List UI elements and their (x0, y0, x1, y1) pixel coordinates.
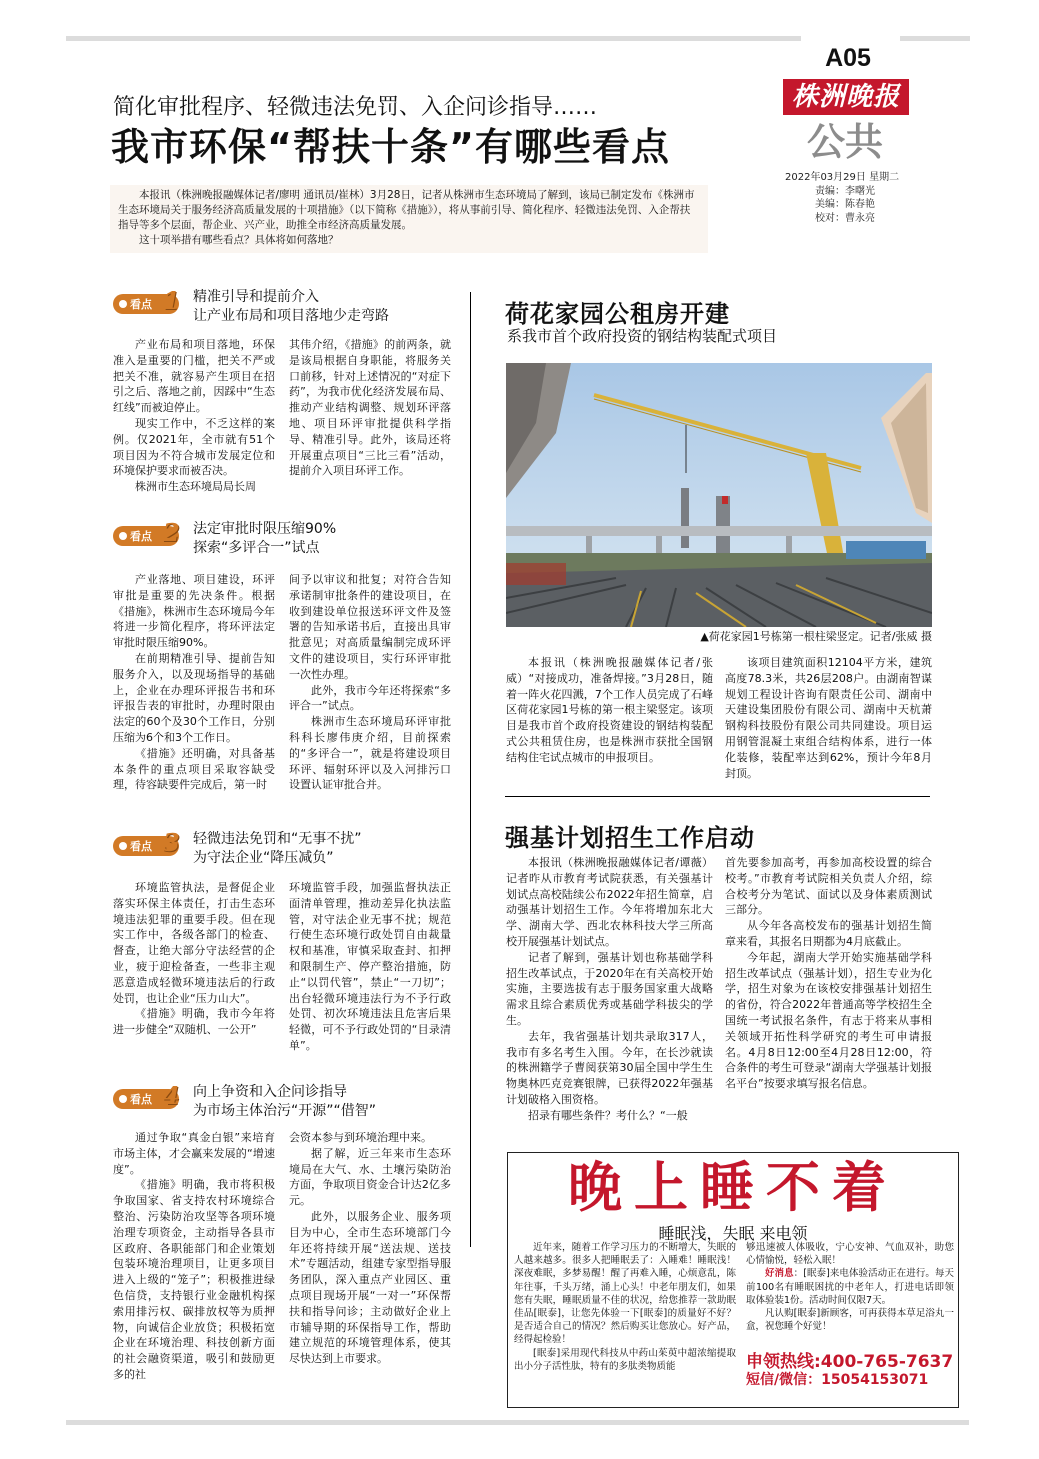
story-divider (505, 796, 930, 797)
column-right (725, 855, 932, 1092)
point-title-line1: 精准引导和提前介入 (193, 289, 319, 305)
ad-paragraph: 够迅速被人体吸收，宁心安神、气血双补，助您心情愉悦，轻松入眠！ (746, 1242, 954, 1267)
badge-label: 看点 (130, 840, 152, 853)
paragraph: 株洲市生态环境局局长周 (135, 480, 256, 494)
lead-paragraph: 这十项举措有哪些看点？具体将如何落地？ (139, 234, 339, 246)
lead-paragraph: 本报讯（株洲晚报融媒体记者/廖明 通讯员/崔林）3月28日，记者从株洲市生态环境局了解到，该局已制定发布《株洲市生态环境局关于服务经济高质量发展的十项措施》（以下简称《措施》），将从事前引导、简化程序、轻微违法免罚、入企帮扶指导等多个层面，帮企业、兴产业，助推全市经济高质量发展。 (118, 189, 695, 231)
proofreader-credit: 校对：曹永亮 (815, 212, 875, 224)
paragraph: 首先要参加高考，再参加高校设置的综合校考。”市教育考试院相关负责人介绍，综合校考分为笔试、面试以及身体素质测试三部分。 (725, 856, 932, 917)
top-rule (66, 36, 801, 41)
column-right (289, 337, 451, 479)
paragraph: 产业落地、项目建设，环评审批是重要的先决条件。根据《措施》，株洲市生态环境局今年将进一步简化程序，将环评法定审批时限压缩90%。 (113, 573, 275, 650)
construction-photo (506, 363, 932, 627)
point-title-line2: 让产业布局和项目落地少走弯路 (193, 308, 389, 324)
story3-headline: 强基计划招生工作启动 (505, 824, 755, 852)
ad-paragraph: 近年来，随着工作学习压力的不断增大，失眠的人越来越多。很多人把睡眠丢了：入睡难！睡眠浅！深夜难眠，多梦易醒！醒了再难入睡，心烦意乱，陈年往事，千头万绪，涌上心头！中老年朋友们，如果您有失眠，睡眠质量不佳的状况，给您推荐一款助眠佳品[眠泰]，让您先体验一下[眠泰]的质量好不好？是否适合自己的情况？然后购买让您放心。好产品，经得起检验！ (514, 1242, 736, 1346)
paragraph: 《措施》还明确，对具备基本条件的重点项目采取容缺受理，待容缺要件完成后，第一时 (113, 746, 275, 792)
paragraph: 该项目建筑面积12104平方米，建筑高度78.3米，共26层208户。由湖南智谋规划工程设计咨询有限责任公司、湖南中天建设集团股份有限公司、湖南中天杭萧钢构科技股份有限公司共同建设。项目运用钢管混凝土束组合结构体系，进行一体化装修，装配率达到62%，预计今年8月封顶。 (725, 656, 932, 780)
point-title (193, 520, 336, 558)
paragraph: 招录有哪些条件？考什么？“一般 (528, 1108, 688, 1122)
point-3-heading (113, 830, 473, 870)
column-left (506, 655, 713, 766)
badge-label: 看点 (130, 530, 152, 543)
ad-column-left (514, 1241, 736, 1373)
ad-paragraph: 凡认购[眠泰]新顾客，可再获得本草足浴丸一盒，祝您睡个好觉！ (746, 1308, 954, 1333)
ad-sms: 短信/微信：15054153071 (746, 1372, 929, 1388)
badge-number: 2 (163, 518, 180, 547)
point-title-line2: 为市场主体治污“开源”“借智” (193, 1103, 377, 1119)
story2-subhead: 系我市首个政府投资的钢结构装配式项目 (507, 327, 778, 345)
main-lead (110, 185, 708, 253)
dot-icon (119, 300, 127, 308)
column-right (289, 1130, 451, 1367)
point-title (193, 288, 389, 326)
issue-date: 2022年03月29日 星期二 (785, 172, 900, 183)
badge-number: 1 (163, 286, 180, 315)
paragraph: 今年起，湖南大学开始实施基础学科招生改革试点（强基计划），招生专业为化学，招生对象为在该校安排强基计划招生的省份，符合2022年普通高等学校招生全国统一考试报名条件，有志于将来从事相关领域开拓性科学研究的考生可申请报名。4月8日12:00至4月28日12:00，符合条件的考生可登录“湖南大学强基计划报名平台”按要求填写报名信息。 (725, 950, 932, 1091)
story3-body (506, 855, 932, 1145)
point-badge (113, 518, 180, 547)
point-2-body (113, 572, 463, 802)
paragraph: 环境监管执法，是督促企业落实环保主体责任，打击生态环境违法犯罪的重要手段。但在现实工作中，各级各部门的检查、督查，让绝大部分守法经营的企业，疲于迎检备查，一些非主观恶意造成轻微环境违法后的行政处罚，也让企业“压力山大”。 (113, 881, 275, 1005)
paragraph: 此外，我市今年还将探索“多评合一”试点。 (289, 683, 451, 713)
point-title-line1: 轻微违法免罚和“无事不扰” (193, 831, 362, 847)
point-2-heading (113, 520, 473, 560)
designer-credit: 美编：陈春艳 (815, 199, 875, 210)
advertisement (507, 1152, 959, 1408)
paragraph: 环境监管手段，加强监督执法正面清单管理，推动差异化执法监管，对守法企业无事不扰；规范行使生态环境行政处罚自由裁量权和基准，审慎采取查封、扣押和限制生产、停产整治措施，防止“以罚代管”，禁止“一刀切”；出台轻微环境违法行为不予行政处罚、初次环境违法且危害后果轻微，可不予行政处罚的“目录清单”。 (289, 881, 451, 1052)
column-left (113, 1130, 275, 1383)
paragraph: 记者了解到，强基计划也称基础学科招生改革试点，于2020年在有关高校开始实施，主要选拔有志于服务国家重大战略需求且综合素质优秀或基础学科拔尖的学生。 (506, 950, 713, 1027)
ad-column-right (746, 1241, 954, 1333)
photo-caption: ▲荷花家园1号栋第一根柱梁竖定。记者/张威 摄 (700, 630, 932, 643)
point-4-heading (113, 1083, 473, 1123)
column-left (113, 337, 275, 495)
ad-subhead: 睡眠浅，失眠 来电领 (658, 1224, 808, 1243)
badge-number: 3 (163, 828, 180, 857)
dot-icon (119, 532, 127, 540)
masthead-logo: 株洲晚报 (783, 79, 909, 115)
paragraph: 本报讯（株洲晚报融媒体记者/谭薇）记者昨从市教育考试院获悉，有关强基计划试点高校陆续公布2022年招生简章，启动强基计划招生工作。今年将增加东北大学、湖南大学、西北农林科技大学三所高校开展强基计划试点。 (506, 856, 713, 948)
paragraph: 会资本参与到环境治理中来。 (289, 1131, 432, 1144)
paragraph: 通过争取“真金白银”来培育市场主体，才会赢来发展的“增速度”。 (113, 1131, 275, 1176)
badge-label: 看点 (130, 1093, 152, 1106)
paragraph: 间予以审议和批复；对符合告知承诺制审批条件的建设项目，在收到建设单位报送环评文件及签署的告知承诺书后，直接出具审批意见；对高质量编制完成环评文件的建设项目，实行环评审批一次性办理。 (289, 573, 451, 681)
ad-paragraph: [眠泰]采用现代科技从中药山茱萸中超浓缩提取出小分子活性肽，特有的多肽类物质能 (514, 1347, 736, 1372)
point-1-body (113, 337, 463, 497)
column-left (113, 572, 275, 793)
ad-hotline: 申领热线:400-765-7637 (746, 1352, 954, 1372)
column-left (113, 880, 275, 1038)
point-badge (113, 828, 180, 857)
point-title-line1: 法定审批时限压缩90% (193, 521, 337, 537)
point-title-line2: 探索“多评合一”试点 (193, 540, 320, 556)
editor-credit: 责编：李曙光 (815, 185, 875, 197)
column-divider (470, 292, 471, 1247)
ad-headline: 晚上睡不着 (568, 1156, 898, 1219)
story2-body (506, 655, 932, 785)
point-badge (113, 286, 180, 315)
column-right (289, 572, 451, 793)
column-right (725, 655, 932, 781)
point-title-line2: 为守法企业“降压减负” (193, 850, 334, 866)
point-title (193, 830, 362, 868)
paragraph: 去年，我省强基计划共录取317人，我市有多名考生入围。今年，在长沙就读的株洲籍学子曹阅获第30届全国中学生生物奥林匹克竞赛银牌，已获得2022年强基计划破格入围资格。 (506, 1029, 713, 1106)
point-3-body (113, 880, 463, 1060)
paragraph: 据了解，近三年来市生态环境局在大气、水、土壤污染防治方面，争取项目资金合计达2亿多元。 (289, 1146, 451, 1208)
point-title-line1: 向上争资和入企问诊指导 (193, 1084, 347, 1100)
good-news-text: ：[眠泰]来电体验活动正在进行。每天前100名有睡眠困扰的中老年人，打进电话即领取体验装1份。活动时间仅限7天。 (746, 1268, 954, 1306)
badge-number: 4 (163, 1081, 180, 1110)
paragraph: 《措施》明确，我市今年将进一步健全“双随机、一公开” (113, 1007, 275, 1037)
section-name: 公共 (806, 120, 883, 164)
story2-headline: 荷花家园公租房开建 (505, 300, 730, 328)
paragraph: 此外，以服务企业、服务项目为中心，全市生态环境部门今年还将持续开展“送法规、送技术”专题活动，组建专家型指导服务团队，深入重点产业园区、重点项目现场开展“一对一”环保帮扶和指导问诊；主动做好企业上市辅导期的环保指导工作，帮助建立规范的环境管理体系，使其尽快达到上市要求。 (289, 1209, 451, 1366)
paragraph: 株洲市生态环境局环评审批科科长廖伟庚介绍，目前探索的“多评合一”，就是将建设项目环评、辐射环评以及入河排污口设置认证审批合并。 (289, 715, 451, 792)
paragraph: 《措施》明确，我市将积极争取国家、省支持农村环境综合整治、污染防治攻坚等各项环境治理专项资金，主动指导各县市区政府、各职能部门和企业策划包装环境治理项目，让更多项目进入上级的“笼子”；积极推进绿色信贷，支持银行业金融机构探索用排污权、碳排放权等为质押物，向诚信企业放贷；积极拓宽企业在环境治理、科技创新方面的社会融资渠道，吸引和鼓励更多的社 (113, 1178, 275, 1381)
ad-paragraph (746, 1267, 954, 1307)
page-meta (785, 171, 925, 225)
paragraph: 产业布局和项目落地，环保准入是重要的门槛，把关不严或把关不准，就容易产生项目在招引之后、落地之前，因踩中“生态红线”而被迫停止。 (113, 338, 275, 415)
column-right (289, 880, 451, 1054)
main-headline: 我市环保“帮扶十条”有哪些看点 (111, 125, 670, 169)
point-4-body (113, 1130, 463, 1410)
point-1-heading (113, 288, 473, 328)
dot-icon (119, 1095, 127, 1103)
column-left (506, 855, 713, 1124)
point-badge (113, 1081, 180, 1110)
dot-icon (119, 842, 127, 850)
bottom-rule (66, 1420, 969, 1425)
paragraph: 现实工作中，不乏这样的案例。仅2021年，全市就有51个项目因为不符合城市发展定位和环境保护要求而被否决。 (113, 416, 275, 478)
main-kicker: 简化审批程序、轻微违法免罚、入企问诊指导…… (113, 95, 598, 120)
point-title (193, 1083, 376, 1121)
page-number: A05 (825, 44, 871, 72)
top-rule-right (900, 36, 970, 41)
paragraph: 在前期精准引导、提前告知服务介入，以及现场指导的基础上，企业在办理环评报告书和环评报告表的审批时，办理时限由法定的60个及30个工作日，分别压缩为6个和3个工作日。 (113, 651, 275, 744)
paragraph: 本报讯（株洲晚报融媒体记者/张威）“对接成功，准备焊接。”3月28日，随着一阵火花四溅，7个工作人员完成了石峰区荷花家园1号栋的第一根主梁竖定。该项目是我市首个政府投资建设的钢结构装配式公共租赁住房，也是株洲市获批全国钢结构住宅试点城市的申报项目。 (506, 656, 713, 764)
paragraph: 从今年各高校发布的强基计划招生简章来看，其报名日期都为4月底截止。 (725, 919, 932, 948)
paragraph: 其伟介绍，《措施》的前两条，就是该局根据自身职能，将服务关口前移，针对上述情况的“对症下药”，为我市优化经济发展布局、推动产业结构调整、规划环评落地、项目环评审批提供科学指导、精准引导。此外，该局还将开展重点项目“三比三看”活动，提前介入项目环评工作。 (289, 338, 451, 478)
good-news-label: 好消息 (765, 1268, 794, 1280)
badge-label: 看点 (130, 298, 152, 311)
